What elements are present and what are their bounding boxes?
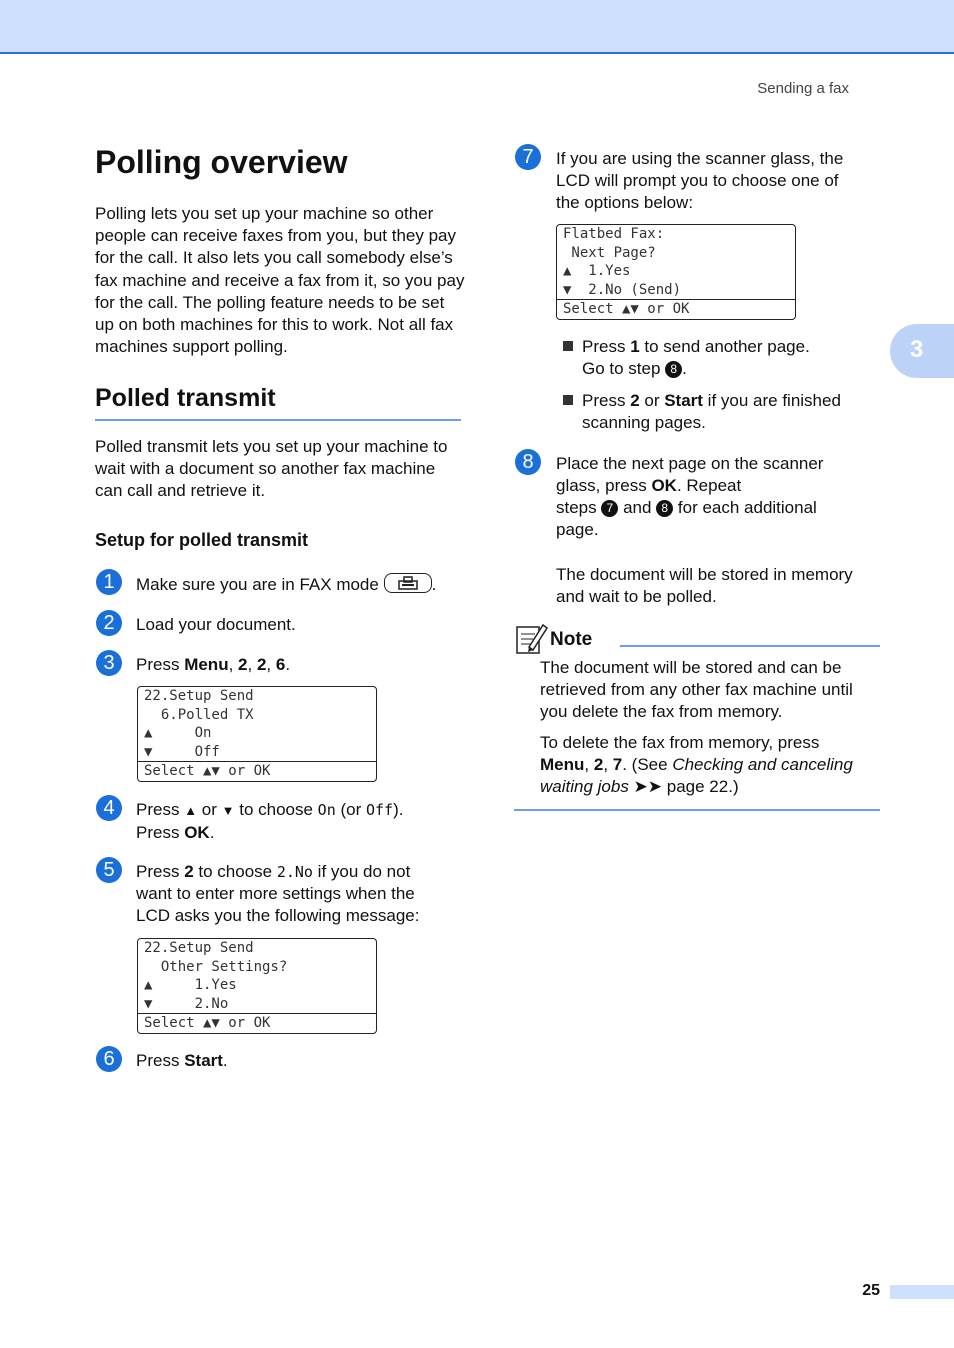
step-ref-icon: 8 (656, 500, 673, 517)
top-band (0, 0, 954, 54)
lcd-line: ▲ On (144, 725, 212, 742)
subsection-title: Setup for polled transmit (95, 530, 309, 550)
lcd-line: ▲ 1.Yes (563, 263, 631, 280)
lcd-line: ▲ 1.Yes (144, 977, 237, 994)
step-4-text: Press ▲ or ▼ to choose On (or Off). Press OK. (136, 800, 404, 842)
step-number: 2 (96, 610, 122, 636)
step-ref-icon: 7 (601, 500, 618, 517)
lcd-line: 22.Setup Send (144, 688, 254, 704)
step-8-note-text: The document will be stored in memory and wait to be polled. (556, 565, 853, 606)
lcd-line: Next Page? (563, 244, 656, 261)
step-number: 5 (96, 857, 122, 883)
note-title: Note (550, 629, 593, 650)
step-2-text: Load your document. (136, 615, 296, 634)
step-1-text (136, 573, 466, 596)
step-7-text: If you are using the scanner glass, the LCD will prompt you to choose one of the options below: (556, 149, 844, 212)
step-8-text: Place the next page on the scanner glass, press OK. Repeat steps 7 and 8 for each additional page. (556, 454, 824, 539)
fax-mode-key (384, 573, 432, 593)
chapter-tab (890, 324, 954, 378)
fax-icon (398, 576, 418, 590)
lcd-display (137, 938, 377, 1034)
section-title: Polled transmit (95, 384, 276, 412)
lcd-line: ▼ 2.No (Send) (563, 281, 682, 298)
note-paragraph-1: The document will be stored and can be retrieved from any other fax machine until you delete the fax from memory. (540, 658, 853, 721)
page-title: Polling overview (95, 144, 348, 180)
running-header: Sending a fax (757, 80, 849, 97)
section-intro: Polled transmit lets you set up your machine to wait with a document so another fax machine can call and retrieve it. (95, 437, 448, 501)
step-number: 6 (96, 1046, 122, 1072)
step-1-label: Make sure you are in FAX mode (136, 575, 379, 594)
step-number: 8 (515, 449, 541, 475)
lcd-select-line: Select ▲▼ or OK (138, 1013, 376, 1033)
step-number: 4 (96, 795, 122, 821)
bullet-1-text: Press 1 to send another page. Go to step 8 . (582, 337, 810, 378)
step-number: 3 (96, 650, 122, 676)
step-number: 7 (515, 144, 541, 170)
intro-paragraph: Polling lets you set up your machine so other people can receive faxes from you, but they pay for the call. It also lets you call somebody else’s fax machine and receive a fax from it, so you pay for the call. The polling feature needs to be set up on both machines for this to work. Not all fax machines support polling. (95, 204, 465, 357)
lcd-display (556, 224, 796, 320)
lcd-line: ▼ 2.No (144, 995, 229, 1012)
bullet-icon (563, 341, 573, 351)
lcd-line: 6.Polled TX (144, 706, 254, 723)
step-number: 1 (96, 569, 122, 595)
section-rule (95, 419, 461, 421)
lcd-line: 22.Setup Send (144, 940, 254, 956)
lcd-line: ▼ Off (144, 743, 220, 760)
lcd-select-line: Select ▲▼ or OK (138, 761, 376, 781)
lcd-line: Other Settings? (144, 958, 288, 975)
lcd-select-line: Select ▲▼ or OK (557, 299, 795, 319)
step-1-period: . (431, 575, 437, 594)
note-paragraph-2: To delete the fax from memory, press Menu, 2, 7. (See Checking and canceling waiting jobs ➤➤ page 22.) (540, 733, 853, 796)
step-6-text: Press Start. (136, 1051, 228, 1070)
note-bottom-rule (514, 809, 880, 811)
lcd-line: Flatbed Fax: (563, 226, 665, 242)
lcd-display (137, 686, 377, 782)
bullet-2-text: Press 2 or Start if you are finished scanning pages. (582, 391, 841, 432)
note-pencil-icon (515, 621, 549, 655)
step-3-text: Press Menu, 2, 2, 6. (136, 655, 291, 674)
step-ref-icon: 8 (665, 361, 682, 378)
note-top-rule (620, 645, 880, 647)
page-number: 25 (862, 1282, 880, 1299)
chapter-number: 3 (910, 336, 924, 363)
page-number-band (890, 1285, 954, 1299)
bullet-icon (563, 395, 573, 405)
step-5-text: Press 2 to choose 2.No if you do not want to enter more settings when the LCD asks you the following message: (136, 862, 420, 925)
